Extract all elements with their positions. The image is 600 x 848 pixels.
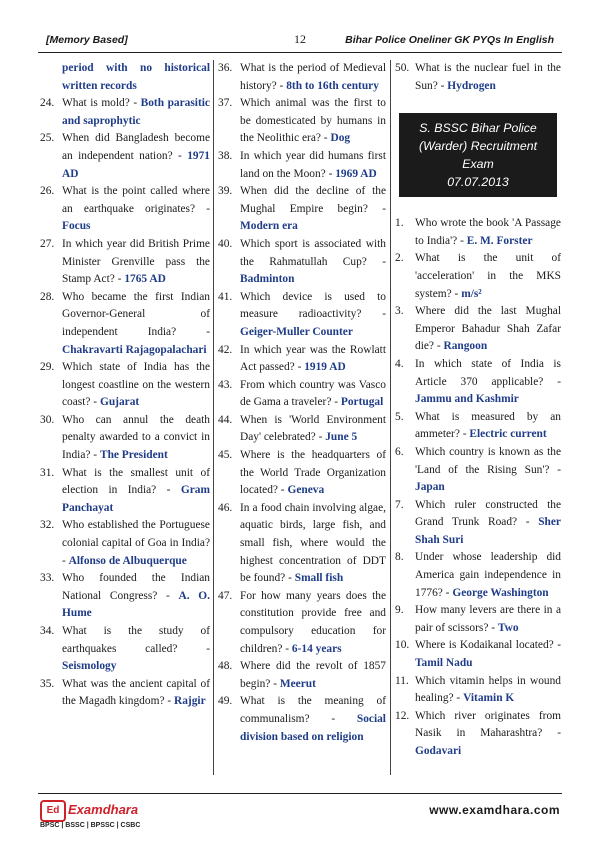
question-item: [218, 377, 386, 412]
examdhara-logo: [40, 800, 160, 832]
question-item: [40, 676, 210, 711]
question-number: 49.: [218, 695, 233, 708]
answer-text: Rangoon: [443, 340, 488, 353]
page-header: [38, 30, 562, 50]
question-item: [395, 356, 561, 409]
question-item: [40, 517, 210, 570]
question-text: How many levers are there in a pair of scissors? - Two: [415, 604, 561, 634]
question-item: [218, 95, 386, 148]
question-text: Who established the Portuguese colonial capital of Goa in India? - Alfonso de Albuquerque: [62, 519, 210, 567]
question-number: 32.: [40, 519, 55, 532]
answer-text: Vitamin K: [463, 692, 515, 705]
answer-text: m/s²: [461, 287, 482, 300]
question-text: In which year was the Rowlatt Act passed? - 1919 AD: [240, 343, 386, 374]
question-item: [218, 289, 386, 342]
question-item: [40, 623, 210, 676]
question-number: 40.: [218, 237, 233, 250]
question-text: What is the study of earthquakes called? - Seismology: [62, 625, 210, 673]
exam-question-list: [395, 215, 561, 760]
question-text: In which year did humans first land on the Moon? - 1969 AD: [240, 149, 386, 180]
question-item: [218, 412, 386, 447]
question-text: What is mold? - Both parasitic and saprophytic: [62, 97, 210, 127]
question-item: [395, 444, 561, 497]
question-item: [40, 289, 210, 359]
question-item: [395, 409, 561, 444]
question-number: 47.: [218, 589, 233, 602]
logo-subtitle: BPSC | BSSC | BPSSC | CSBC: [40, 822, 141, 829]
answer-text: Dog: [330, 132, 351, 145]
answer-text: June 5: [325, 431, 358, 444]
answer-text: George Washington: [452, 586, 549, 599]
question-number: 9.: [395, 604, 404, 617]
question-item: [40, 183, 210, 236]
question-number: 27.: [40, 237, 55, 250]
header-divider: [38, 52, 562, 53]
banner-line-3: 07.07.2013: [447, 175, 509, 190]
column-divider-1: [213, 60, 214, 775]
question-text: When did Bangladesh become an independent nation? - 1971 AD: [62, 132, 210, 180]
question-number: 2.: [395, 252, 404, 265]
question-text: Who can annul the death penalty awarded to a convict in India? - The President: [62, 413, 210, 462]
header-left-label: [Memory Based]: [46, 34, 128, 46]
question-text: From which country was Vasco de Gama a traveler? - Portugal: [240, 378, 386, 409]
question-item: [40, 570, 210, 623]
answer-text: 6-14 years: [291, 642, 342, 655]
logo-name: Examdhara: [68, 802, 139, 817]
question-text: In which year did British Prime Minister Grenville pass the Stamp Act? - 1765 AD: [62, 237, 210, 286]
answer-text: Meerut: [279, 677, 316, 690]
question-text: Which animal was the first to be domesticated by humans in the Neolithic era? - Dog: [240, 97, 386, 145]
question-text: Who wrote the book 'A Passage to India'? - E. M. Forster: [415, 217, 561, 247]
question-text: Which ruler constructed the Grand Trunk Road? - Sher Shah Suri: [415, 498, 561, 546]
question-number: 42.: [218, 343, 233, 356]
answer-text: Tamil Nadu: [415, 657, 473, 670]
question-text: What is measured by an ammeter? - Electric current: [415, 410, 561, 441]
banner-line-2: (Warder) Recruitment Exam: [419, 139, 537, 172]
question-number: 29.: [40, 361, 55, 374]
page-number: 12: [294, 32, 306, 46]
question-number: 39.: [218, 185, 233, 198]
question-number: 45.: [218, 449, 233, 462]
answer-text: Alfonso de Albuquerque: [68, 554, 187, 567]
question-number: 38.: [218, 149, 233, 162]
question-item: [395, 497, 561, 550]
question-number: 11.: [395, 674, 409, 687]
question-item: [40, 359, 210, 412]
question-item: [395, 215, 561, 250]
question-text: What is the period of Medieval history? - 8th to 16th century: [240, 62, 386, 92]
question-item: [395, 60, 561, 95]
answer-text: Rajgir: [174, 695, 206, 708]
answer-text: Electric current: [469, 428, 547, 441]
answer-text: Portugal: [340, 396, 384, 409]
answer-text: Geiger-Muller Counter: [240, 325, 353, 338]
question-number: 7.: [395, 498, 404, 511]
question-item: [218, 236, 386, 289]
answer-text: 8th to 16th century: [286, 79, 379, 92]
question-number: 46.: [218, 501, 233, 514]
question-number: 50.: [395, 62, 410, 74]
banner-line-1: S. BSSC Bihar Police: [419, 121, 537, 136]
question-number: 12.: [395, 709, 410, 722]
answer-text: The President: [99, 449, 168, 462]
question-number: 26.: [40, 185, 55, 198]
question-number: 41.: [218, 290, 233, 303]
question-text: What is the smallest unit of election in India? - Gram Panchayat: [62, 466, 210, 514]
question-text: For how many years does the constitution provide free and compulsory education for children? - 6-14 years: [240, 589, 386, 655]
answer-text: Two: [497, 621, 519, 634]
question-item: [40, 465, 210, 518]
question-text: In which state of India is Article 370 applicable? - Jammu and Kashmir: [415, 357, 561, 406]
question-number: 5.: [395, 410, 404, 423]
answer-text: Jammu and Kashmir: [415, 393, 519, 406]
answer-text: Small fish: [294, 572, 344, 585]
question-text: Which state of India has the longest coastline on the western coast? - Gujarat: [62, 361, 210, 409]
question-number: 43.: [218, 378, 233, 391]
question-text: Which river originates from Nasik in Maharashtra? - Godavari: [415, 709, 561, 757]
exam-title-banner: [399, 113, 557, 197]
question-text: When is 'World Environment Day' celebrated? - June 5: [240, 413, 386, 444]
question-item: [395, 250, 561, 303]
question-text: Where did the revolt of 1857 begin? - Meerut: [240, 660, 386, 690]
footer-divider: [38, 793, 562, 794]
question-item: [218, 342, 386, 377]
question-number: 1.: [395, 217, 404, 230]
question-number: 31.: [40, 466, 55, 479]
question-number: 37.: [218, 97, 233, 110]
question-item: [218, 500, 386, 588]
question-number: 30.: [40, 413, 55, 426]
question-text: Who founded the Indian National Congress? - A. O. Hume: [62, 572, 210, 620]
answer-text: Japan: [415, 481, 445, 494]
question-number: 24.: [40, 97, 55, 110]
question-item: [395, 637, 561, 672]
answer-text: Seismology: [62, 660, 117, 673]
question-number: 8.: [395, 551, 404, 564]
question-number: 28.: [40, 290, 55, 303]
question-text: Where did the last Mughal Emperor Bahadur Shah Zafar die? - Rangoon: [415, 305, 561, 353]
answer-text: 1969 AD: [335, 167, 377, 180]
answer-text: Focus: [62, 220, 91, 233]
question-text: What is the unit of 'acceleration' in the MKS system? - m/s²: [415, 252, 561, 300]
question-text: What is the point called where an earthquake originates? - Focus: [62, 185, 210, 233]
question-number: 6.: [395, 445, 404, 458]
question-text: Which sport is associated with the Rahmatullah Cup? - Badminton: [240, 237, 386, 286]
answer-text: Gujarat: [99, 396, 140, 409]
question-text: What was the ancient capital of the Magadh kingdom? - Rajgir: [62, 677, 210, 708]
question-item: [395, 303, 561, 356]
question-text: Where is the headquarters of the World Trade Organization located? - Geneva: [240, 449, 386, 497]
answer-text: Both parasitic and saprophytic: [62, 97, 210, 127]
answer-text: Sher Shah Suri: [415, 516, 561, 546]
answer-text: Gram Panchayat: [62, 484, 210, 514]
question-number: 48.: [218, 660, 233, 673]
continued-answer: period with no historical written records: [62, 62, 210, 92]
question-text: Under whose leadership did America gain independence in 1776? - George Washington: [415, 551, 561, 599]
question-text: When did the decline of the Mughal Empire begin? - Modern era: [240, 185, 386, 233]
answer-text: 1971 AD: [62, 149, 210, 180]
question-number: 35.: [40, 677, 55, 690]
website-url[interactable]: www.examdhara.com: [429, 803, 560, 817]
answer-text: E. M. Forster: [466, 234, 533, 247]
question-number: 4.: [395, 357, 404, 370]
question-item: [395, 708, 561, 761]
question-item: [218, 588, 386, 658]
answer-text: Godavari: [415, 745, 462, 757]
question-text: Which vitamin helps in wound healing? - Vitamin K: [415, 674, 561, 705]
question-item: [40, 130, 210, 183]
answer-text: Badminton: [240, 273, 295, 286]
question-item: [218, 148, 386, 183]
question-number: 44.: [218, 413, 233, 426]
question-number: 3.: [395, 305, 404, 318]
question-item: [40, 95, 210, 130]
question-text: What is the meaning of communalism? - Social division based on religion: [240, 695, 386, 743]
question-item: [218, 183, 386, 236]
answer-text: A. O. Hume: [62, 589, 210, 620]
answer-text: Modern era: [240, 220, 298, 233]
answer-text: Chakravarti Rajagopalachari: [62, 343, 207, 356]
question-item: [218, 658, 386, 693]
column-divider-2: [390, 60, 391, 775]
question-item: [395, 602, 561, 637]
question-number: 33.: [40, 572, 55, 585]
logo-mark-icon: Ed: [40, 800, 66, 822]
question-number: 25.: [40, 132, 55, 145]
answer-text: Geneva: [287, 484, 325, 497]
column-2: [218, 60, 386, 746]
question-text: In a food chain involving algae, aquatic birds, large fish, and small fish, where would the highest concentration of DDT be found? - Small fish: [240, 501, 386, 585]
question-item: [395, 673, 561, 708]
question-item: [395, 549, 561, 602]
question-text: Which country is known as the 'Land of the Rising Sun'? - Japan: [415, 445, 561, 494]
question-number: 34.: [40, 625, 55, 637]
answer-text: 1919 AD: [304, 361, 346, 374]
answer-text: 1765 AD: [124, 273, 166, 286]
question-item: [40, 412, 210, 465]
question-text: Who became the first Indian Governor-General of independent India? - Chakravarti Rajagopalachari: [62, 290, 210, 356]
question-number: 10.: [395, 639, 410, 652]
question-item: [218, 60, 386, 95]
question-text: Where is Kodaikanal located? - Tamil Nadu: [415, 639, 561, 670]
column-3: [395, 60, 561, 761]
question-item: [218, 447, 386, 500]
question-item: [218, 693, 386, 746]
answer-text: Social division based on religion: [240, 712, 386, 743]
question-number: 36.: [218, 62, 233, 74]
question-item: [40, 236, 210, 289]
question-text: What is the nuclear fuel in the Sun? - Hydrogen: [415, 62, 561, 92]
answer-text: Hydrogen: [447, 79, 496, 92]
column-1: [40, 60, 210, 711]
header-right-title: Bihar Police Oneliner GK PYQs In English: [345, 34, 554, 46]
question-text: Which device is used to measure radioactivity? - Geiger-Muller Counter: [240, 290, 386, 338]
